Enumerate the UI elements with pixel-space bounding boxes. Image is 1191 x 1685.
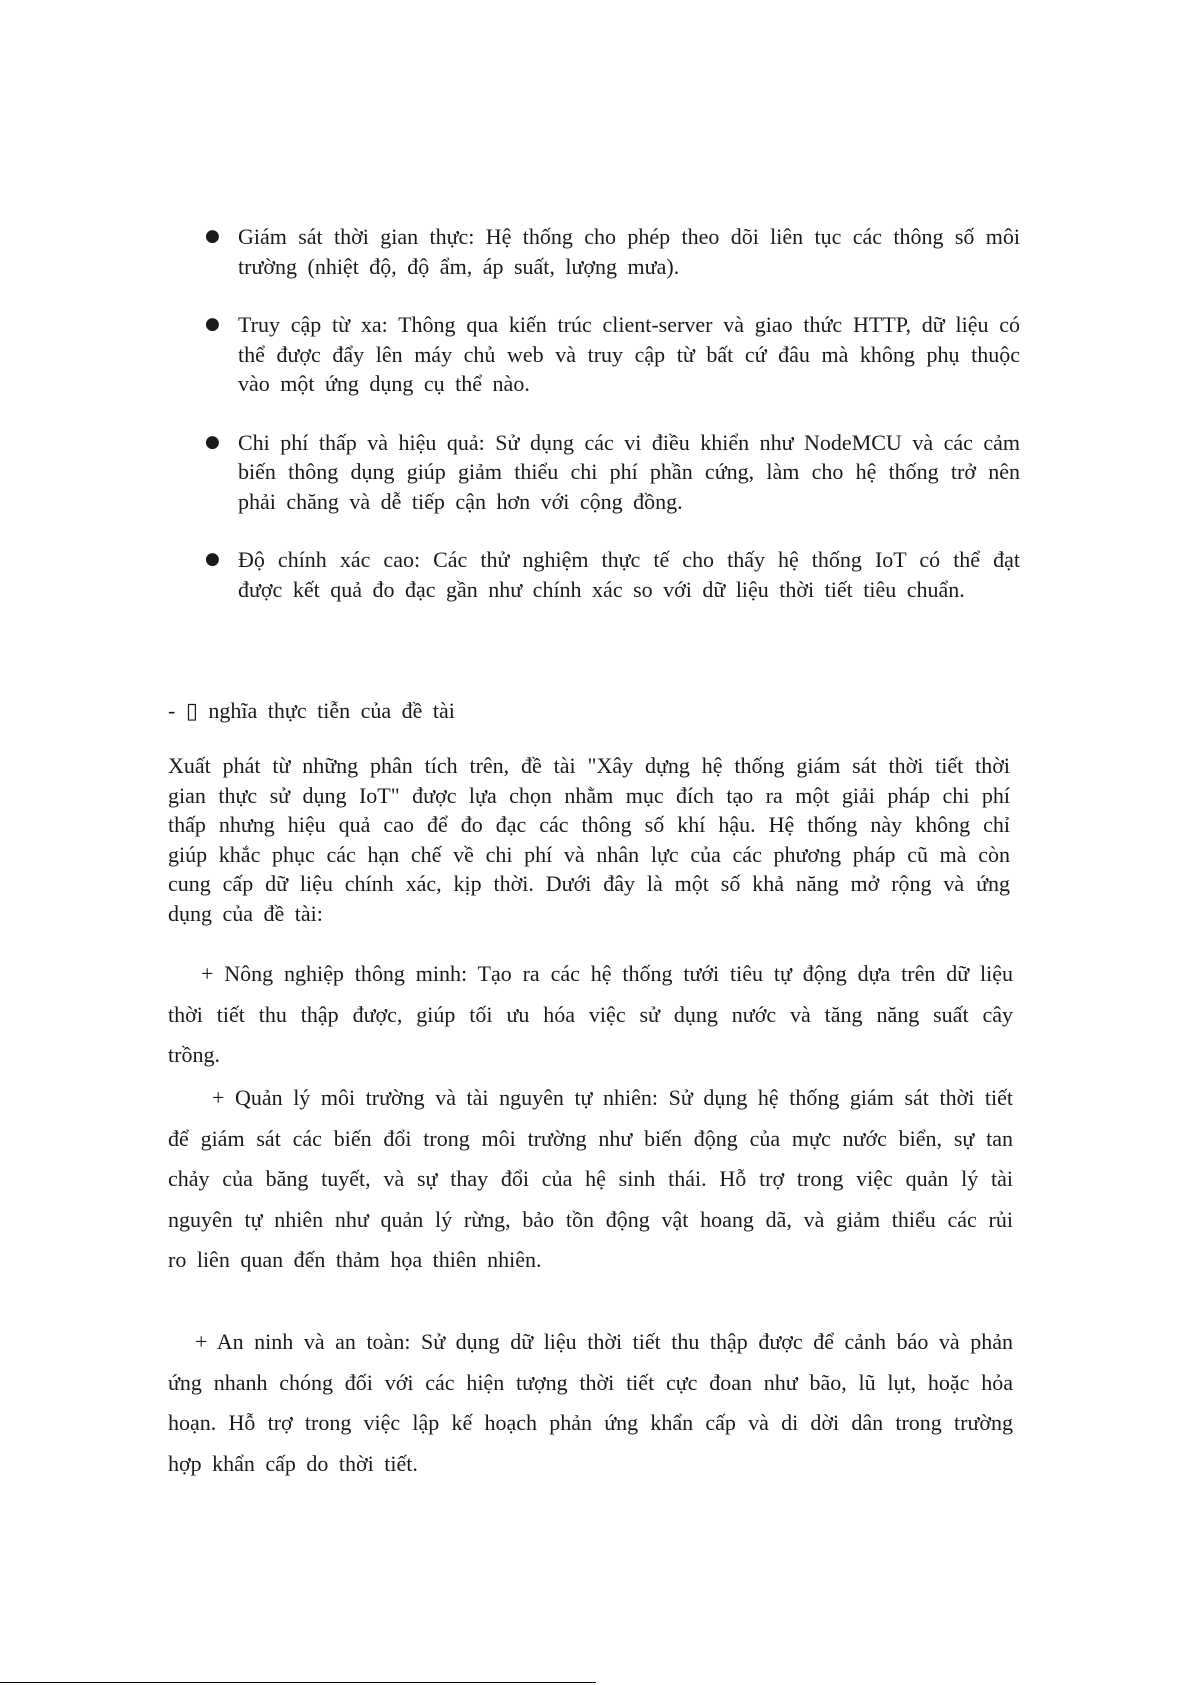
bullet-high-accuracy: ● Độ chính xác cao: Các thử nghiệm thực tế cho thấy hệ thống IoT có thể đạt được kết quả đo đạc gần như chính xác so với dữ liệu thời tiết tiêu chuẩn. [205, 545, 1020, 604]
section-heading: - ▯ nghĩa thực tiễn của đề tài [168, 698, 455, 723]
application-smart-agriculture: + Nông nghiệp thông minh: Tạo ra các hệ thống tưới tiêu tự động dựa trên dữ liệu thời tiết thu thập được, giúp tối ưu hóa việc sử dụng nước và tăng năng suất cây trồng. [168, 961, 1013, 1067]
intro-paragraph: Xuất phát từ những phân tích trên, đề tài "Xây dựng hệ thống giám sát thời tiết thời gian thực sử dụng IoT" được lựa chọn nhằm mục đích tạo ra một giải pháp chi phí thấp nhưng hiệu quả cao để đo đạc các thông số khí hậu. Hệ thống này không chỉ giúp khắc phục các hạn chế về chi phí và nhân lực của các phương pháp cũ mà còn cung cấp dữ liệu chính xác, kịp thời. Dưới đây là một số khả năng mở rộng và ứng dụng của đề tài: [168, 753, 1010, 926]
feature-bullet-list [205, 222, 1020, 633]
application-environment-management: + Quản lý môi trường và tài nguyên tự nhiên: Sử dụng hệ thống giám sát thời tiết để giám sát các biến đổi trong môi trường như biến động của mực nước biển, sự tan chảy của băng tuyết, và sự thay đổi của hệ sinh thái. Hỗ trợ trong việc quản lý tài nguyên tự nhiên như quản lý rừng, bảo tồn động vật hoang dã, và giảm thiểu các rủi ro liên quan đến thảm họa thiên nhiên. [168, 1085, 1013, 1272]
bullet-realtime-monitoring: ● Giám sát thời gian thực: Hệ thống cho phép theo dõi liên tục các thông số môi trường (nhiệt độ, độ ẩm, áp suất, lượng mưa). [205, 222, 1020, 281]
bullet-remote-access: ● Truy cập từ xa: Thông qua kiến trúc client-server và giao thức HTTP, dữ liệu có thể được đẩy lên máy chủ web và truy cập từ bất cứ đâu mà không phụ thuộc vào một ứng dụng cụ thể nào. [205, 310, 1020, 399]
footnote-divider [0, 1682, 596, 1683]
application-security-safety: + An ninh và an toàn: Sử dụng dữ liệu thời tiết thu thập được để cảnh báo và phản ứng nhanh chóng đối với các hiện tượng thời tiết cực đoan như bão, lũ lụt, hoặc hỏa hoạn. Hỗ trợ trong việc lập kế hoạch phản ứng khẩn cấp và di dời dân trong trường hợp khẩn cấp do thời tiết. [168, 1329, 1013, 1476]
bullet-low-cost: ● Chi phí thấp và hiệu quả: Sử dụng các vi điều khiển như NodeMCU và các cảm biến thông dụng giúp giảm thiểu chi phí phần cứng, làm cho hệ thống trở nên phải chăng và dễ tiếp cận hơn với cộng đồng. [205, 428, 1020, 517]
